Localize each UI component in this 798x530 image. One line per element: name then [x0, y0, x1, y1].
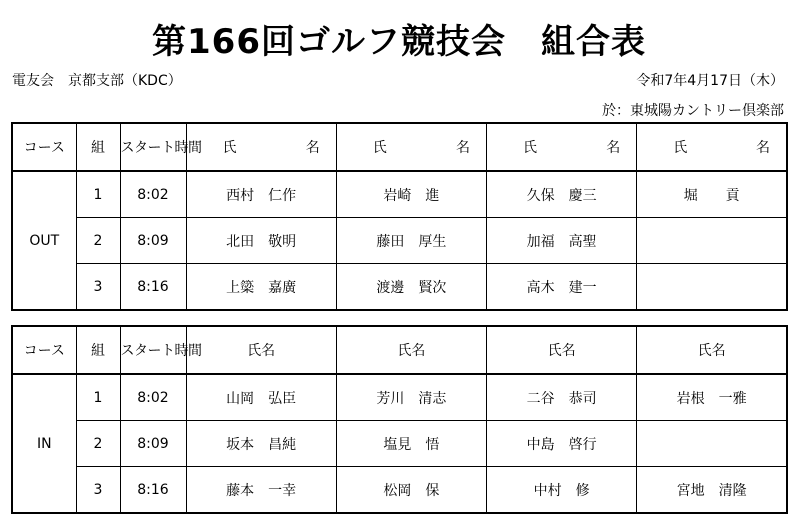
event-date: 令和7年4月17日（木） — [636, 73, 784, 89]
player-name: 山岡 弘臣 — [186, 374, 336, 421]
start-time: 8:02 — [120, 374, 186, 421]
player-name: 岩崎 進 — [336, 171, 486, 218]
player-name — [637, 421, 787, 467]
player-name: 塩見 悟 — [336, 421, 486, 467]
course-label-in: IN — [12, 374, 76, 513]
table-row — [12, 421, 787, 467]
name-header-left: 氏 — [372, 140, 387, 156]
start-time: 8:16 — [120, 264, 186, 311]
group-number: 2 — [76, 421, 120, 467]
table-header-row — [12, 326, 787, 374]
course-label-out: OUT — [12, 171, 76, 310]
name-header — [487, 123, 637, 171]
name-header-left: 氏 — [673, 140, 688, 156]
table-row — [12, 374, 787, 421]
table-header-row — [12, 123, 787, 171]
group-header: 組 — [76, 123, 120, 171]
player-name: 高木 建一 — [487, 264, 637, 311]
name-header — [637, 123, 787, 171]
group-number: 1 — [76, 374, 120, 421]
player-name: 西村 仁作 — [186, 171, 336, 218]
player-name: 藤本 一幸 — [186, 467, 336, 514]
player-name: 北田 敬明 — [186, 218, 336, 264]
name-header: 氏名 — [487, 326, 637, 374]
player-name: 坂本 昌純 — [186, 421, 336, 467]
start-time: 8:16 — [120, 467, 186, 514]
name-header-left: 氏 — [523, 140, 537, 156]
name-header — [186, 123, 336, 171]
table-row — [12, 218, 787, 264]
venue-label: 於：東城陽カントリー倶楽部 — [602, 103, 784, 119]
name-header — [336, 123, 486, 171]
organizer-label: 電友会 京都支部（KDC） — [12, 73, 182, 89]
player-name: 渡邊 賢次 — [336, 264, 486, 311]
player-name: 藤田 厚生 — [336, 218, 486, 264]
start-time-header: スタート時間 — [120, 326, 186, 374]
player-name: 岩根 一雅 — [637, 374, 787, 421]
player-name: 中島 啓行 — [487, 421, 637, 467]
player-name — [637, 218, 787, 264]
start-time: 8:09 — [120, 218, 186, 264]
player-name: 上簗 嘉廣 — [186, 264, 336, 311]
start-time-header: スタート時間 — [120, 123, 186, 171]
player-name: 二谷 恭司 — [487, 374, 637, 421]
group-number: 3 — [76, 264, 120, 311]
name-header-right: 名 — [756, 140, 770, 156]
name-header: 氏名 — [637, 326, 787, 374]
group-number: 3 — [76, 467, 120, 514]
name-header-left: 氏 — [222, 140, 237, 156]
group-header: 組 — [76, 326, 120, 374]
player-name: 宮地 清隆 — [637, 467, 787, 514]
player-name — [637, 264, 787, 311]
player-name: 久保 慶三 — [487, 171, 637, 218]
group-number: 1 — [76, 171, 120, 218]
out-course-table — [11, 122, 788, 311]
in-course-table — [11, 325, 788, 514]
table-row — [12, 467, 787, 514]
player-name: 加福 高聖 — [487, 218, 637, 264]
name-header-right: 名 — [305, 140, 320, 156]
group-number: 2 — [76, 218, 120, 264]
player-name: 堀 貢 — [637, 171, 787, 218]
start-time: 8:02 — [120, 171, 186, 218]
name-header-right: 名 — [606, 140, 621, 156]
course-header: コース — [12, 123, 76, 171]
player-name: 松岡 保 — [336, 467, 486, 514]
name-header: 氏名 — [186, 326, 336, 374]
course-header: コース — [12, 326, 76, 374]
start-time: 8:09 — [120, 421, 186, 467]
name-header: 氏名 — [336, 326, 486, 374]
player-name: 中村 修 — [487, 467, 637, 514]
table-row — [12, 171, 787, 218]
table-row — [12, 264, 787, 311]
name-header-right: 名 — [456, 140, 470, 156]
page-title: 第166回ゴルフ競技会 組合表 — [152, 22, 646, 62]
player-name: 芳川 清志 — [336, 374, 486, 421]
